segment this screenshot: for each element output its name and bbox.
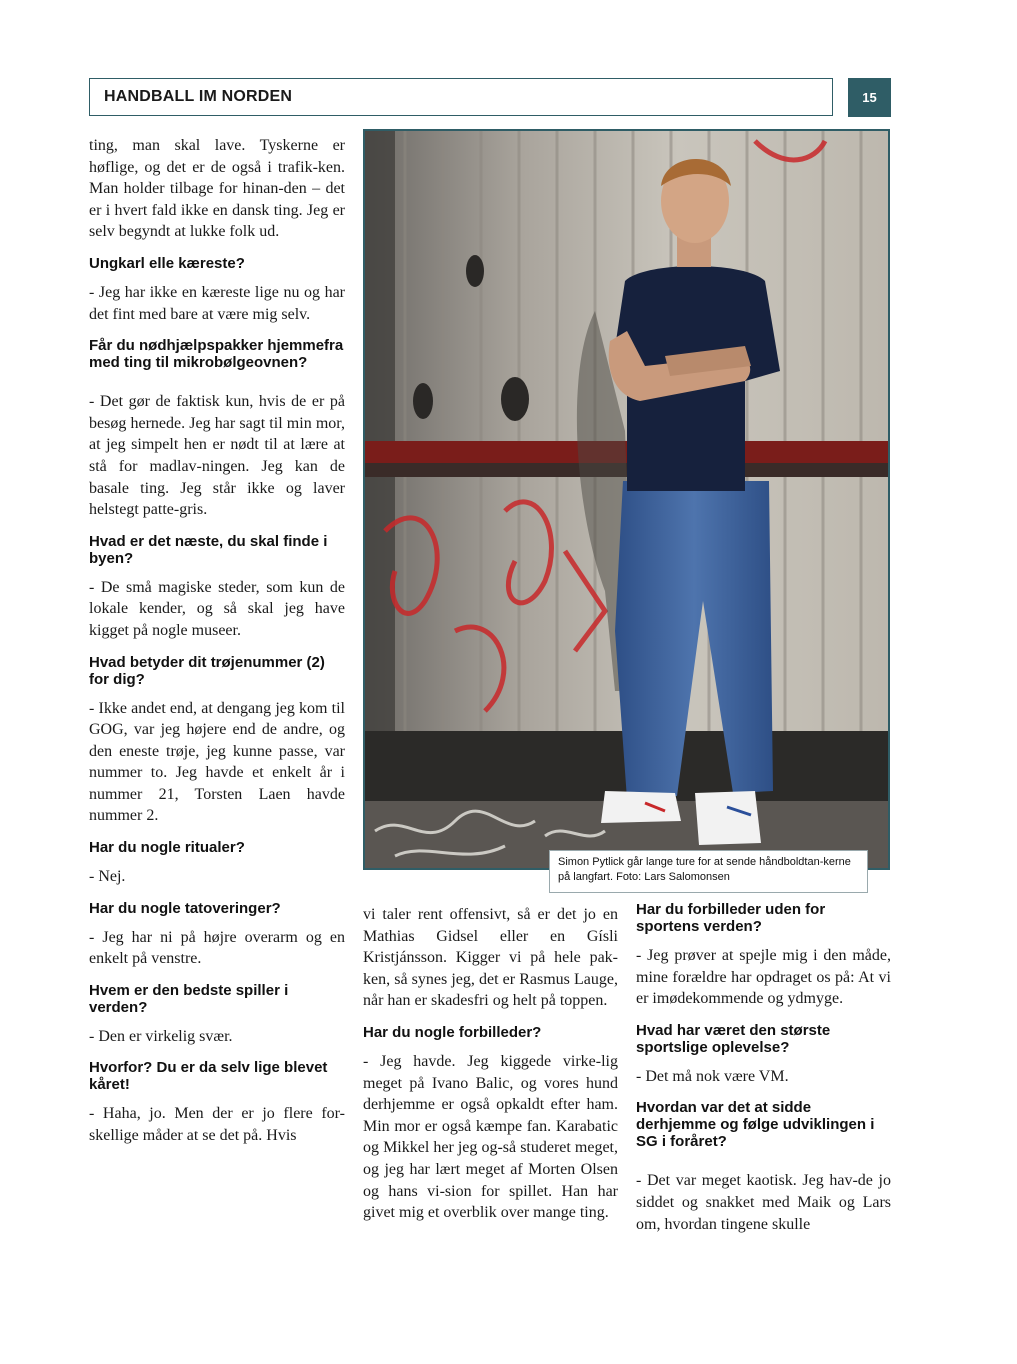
answer: - Det må nok være VM.: [636, 1067, 789, 1085]
photo-illustration: [365, 131, 888, 868]
question-heading: Har du nogle tatoveringer?: [89, 899, 281, 917]
question-heading: Har du forbilleder uden for sportens verden?: [636, 901, 826, 935]
answer: - Nej.: [89, 868, 126, 886]
text-column-3: [636, 901, 891, 1247]
text-column-2: [363, 904, 618, 1236]
question-heading: Hvordan var det at sidde derhjemme og følge udviklingen i SG i foråret?: [636, 1099, 875, 1151]
answer: - Haha, jo. Men der er jo flere for-skellige måder at se det på. Hvis: [89, 1105, 345, 1145]
paragraph: vi taler rent offensivt, så er det jo en Mathias Gidsel eller en Gísli Kristjánsson. Kigger vi på hele pak-ken, så synes jeg, det er Rasmus Lauge, når han er skadesfri og helt på toppen.: [363, 906, 618, 1010]
question-heading: Har du nogle ritualer?: [89, 839, 245, 857]
answer: - Det gør de faktisk kun, hvis de er på besøg hernede. Jeg har sagt til min mor, at jeg simpelt hen er nødt til at lære at stå for madlav-ningen. Jeg kan de basale ting. Jeg står ikke og laver helstegt patte-gris.: [89, 393, 345, 519]
question-heading: Hvad betyder dit trøjenummer (2) for dig?: [89, 653, 325, 688]
player-photo: [363, 129, 890, 870]
question-heading: Ungkarl elle kæreste?: [89, 254, 245, 272]
section-title: HANDBALL IM NORDEN: [104, 88, 293, 105]
answer: - Den er virkelig svær.: [89, 1027, 233, 1045]
question-heading: Får du nødhjælpspakker hjemmefra med ting til mikrobølgeovnen?: [89, 337, 344, 372]
text-column-1: [89, 135, 345, 1147]
section-header: [89, 78, 833, 116]
answer: - Jeg prøver at spejle mig i den måde, mine forældre har opdraget os på: At vi er imødekommende og ydmyge.: [636, 947, 891, 1008]
answer: - Jeg havde. Jeg kiggede virke-lig meget på Ivano Balic, og vores hund derhjemme er også opkaldt efter ham. Min mor er også kæmpe fan. Karabatic og Mikkel her jeg og-så studeret meget, og jeg har lært meget af Morten Olsen og hans vi-sion for spillet. Han har givet mig et overblik over mange ting.: [363, 1052, 618, 1222]
answer: - Jeg har ni på højre overarm og en enkelt på venstre.: [89, 928, 345, 968]
question-heading: Hvad har været den største sportslige oplevelse?: [636, 1021, 831, 1056]
question-heading: Hvorfor? Du er da selv lige blevet kåret!: [89, 1059, 328, 1094]
question-heading: Har du nogle forbilleder?: [363, 1023, 542, 1041]
photo-caption: Simon Pytlick går lange ture for at sende håndboldtan-kerne på langfart. Foto: Lars Salomonsen: [549, 850, 868, 893]
question-heading: Hvad er det næste, du skal finde i byen?: [89, 532, 328, 567]
page-number: 15: [848, 78, 891, 117]
answer: - Ikke andet end, at dengang jeg kom til GOG, var jeg højere end de andre, og den eneste trøje, jeg kunne passe, var nummer to. Jeg havde et enkelt år i nummer 21, Torsten Laen havde nummer 2.: [89, 699, 345, 825]
answer: - De små magiske steder, som kun de lokale kender, og så skal jeg have kigget på nogle museer.: [89, 578, 345, 639]
answer: - Det var meget kaotisk. Jeg hav-de jo siddet og snakket med Maik og Lars om, hvordan tingene skulle: [636, 1172, 891, 1233]
answer: - Jeg har ikke en kæreste lige nu og har det fint med bare at være mig selv.: [89, 283, 345, 323]
paragraph: ting, man skal lave. Tyskerne er høflige, og det er de også i trafik-ken. Man holder tilbage for hinan-den – det er i hvert fald ikke en dansk ting. Jeg er selv begyndt at lukke folk ud.: [89, 137, 345, 241]
question-heading: Hvem er den bedste spiller i verden?: [89, 981, 289, 1016]
